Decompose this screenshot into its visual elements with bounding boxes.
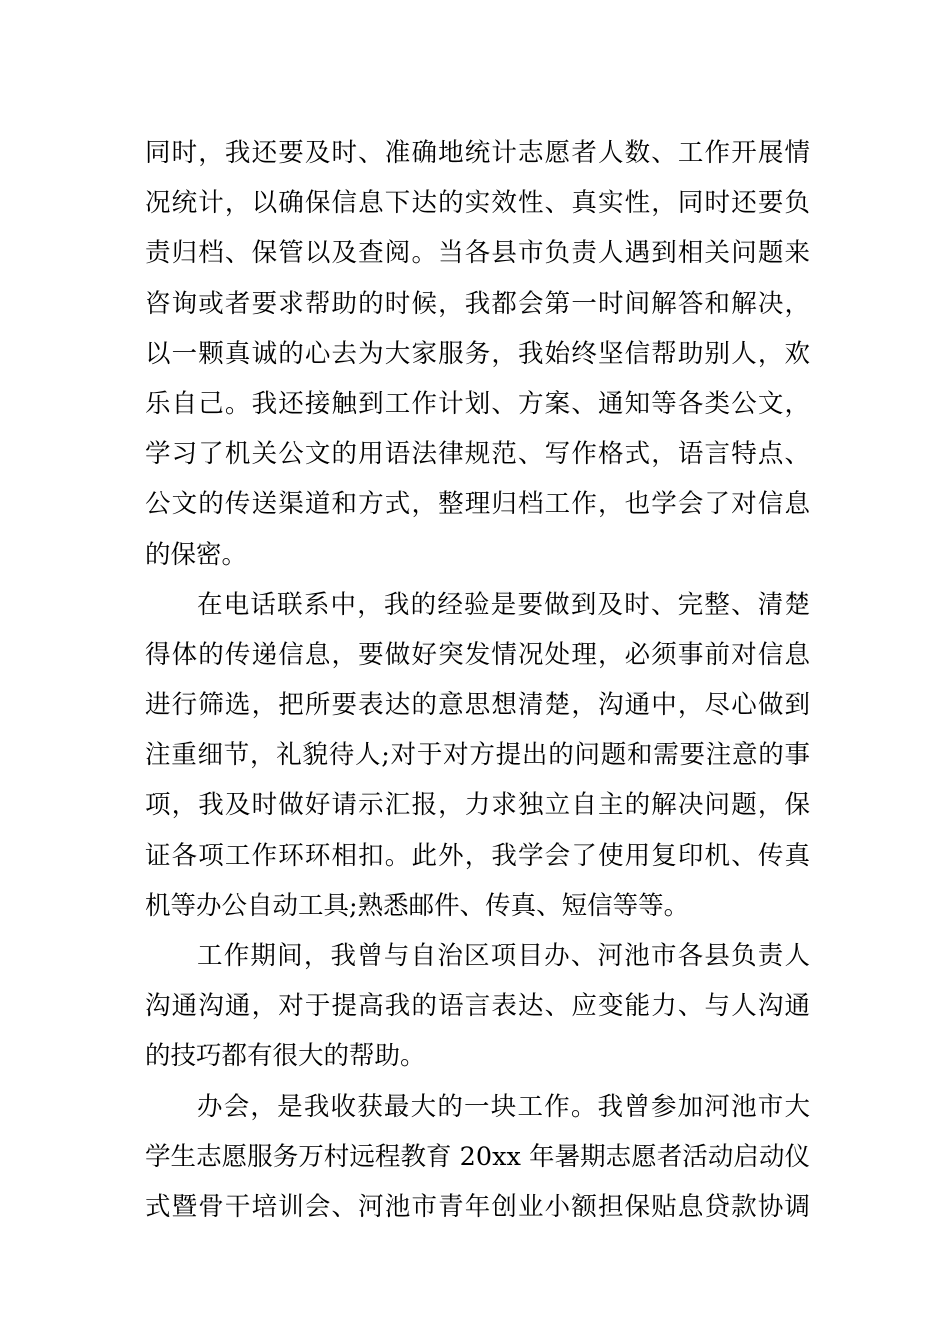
- text-line: 项，我及时做好请示汇报，力求独立自主的解决问题，保: [145, 790, 810, 821]
- text-line: 公文的传送渠道和方式，整理归档工作，也学会了对信息: [145, 489, 810, 520]
- text-line: 学习了机关公文的用语法律规范、写作格式，语言特点、: [145, 439, 810, 470]
- text-line: 的保密。: [145, 539, 248, 570]
- text-line: 责归档、保管以及查阅。当各县市负责人遇到相关问题来: [145, 238, 810, 269]
- text-line: 得体的传递信息，要做好突发情况处理，必须事前对信息: [145, 639, 810, 670]
- text-line: 证各项工作环环相扣。此外，我学会了使用复印机、传真: [145, 840, 810, 871]
- text-line: 沟通沟通，对于提高我的语言表达、应变能力、与人沟通: [145, 991, 810, 1022]
- paragraph-start-line: 在电话联系中，我的经验是要做到及时、完整、清楚: [197, 589, 810, 620]
- text-line: 式暨骨干培训会、河池市青年创业小额担保贴息贷款协调: [145, 1191, 810, 1222]
- paragraph-start-line: 工作期间，我曾与自治区项目办、河池市各县负责人: [197, 941, 810, 971]
- text-line: 咨询或者要求帮助的时候，我都会第一时间解答和解决，: [145, 288, 810, 319]
- paragraph-start-line: 办会，是我收获最大的一块工作。我曾参加河池市大: [197, 1091, 810, 1122]
- text-line: 学生志愿服务万村远程教育 20xx 年暑期志愿者活动启动仪: [145, 1141, 810, 1172]
- text-line: 进行筛选，把所要表达的意思想清楚，沟通中，尽心做到: [145, 690, 810, 721]
- text-line: 况统计，以确保信息下达的实效性、真实性，同时还要负: [145, 188, 810, 219]
- text-line: 的技巧都有很大的帮助。: [145, 1041, 426, 1072]
- text-line: 乐自己。我还接触到工作计划、方案、通知等各类公文，: [145, 388, 810, 419]
- document-page: [145, 128, 810, 1232]
- text-line: 以一颗真诚的心去为大家服务，我始终坚信帮助别人，欢: [145, 338, 810, 369]
- text-line: 同时，我还要及时、准确地统计志愿者人数、工作开展情: [145, 138, 810, 168]
- text-line: 机等办公自动工具;熟悉邮件、传真、短信等等。: [145, 890, 690, 921]
- text-line: 注重细节，礼貌待人;对于对方提出的问题和需要注意的事: [145, 740, 810, 771]
